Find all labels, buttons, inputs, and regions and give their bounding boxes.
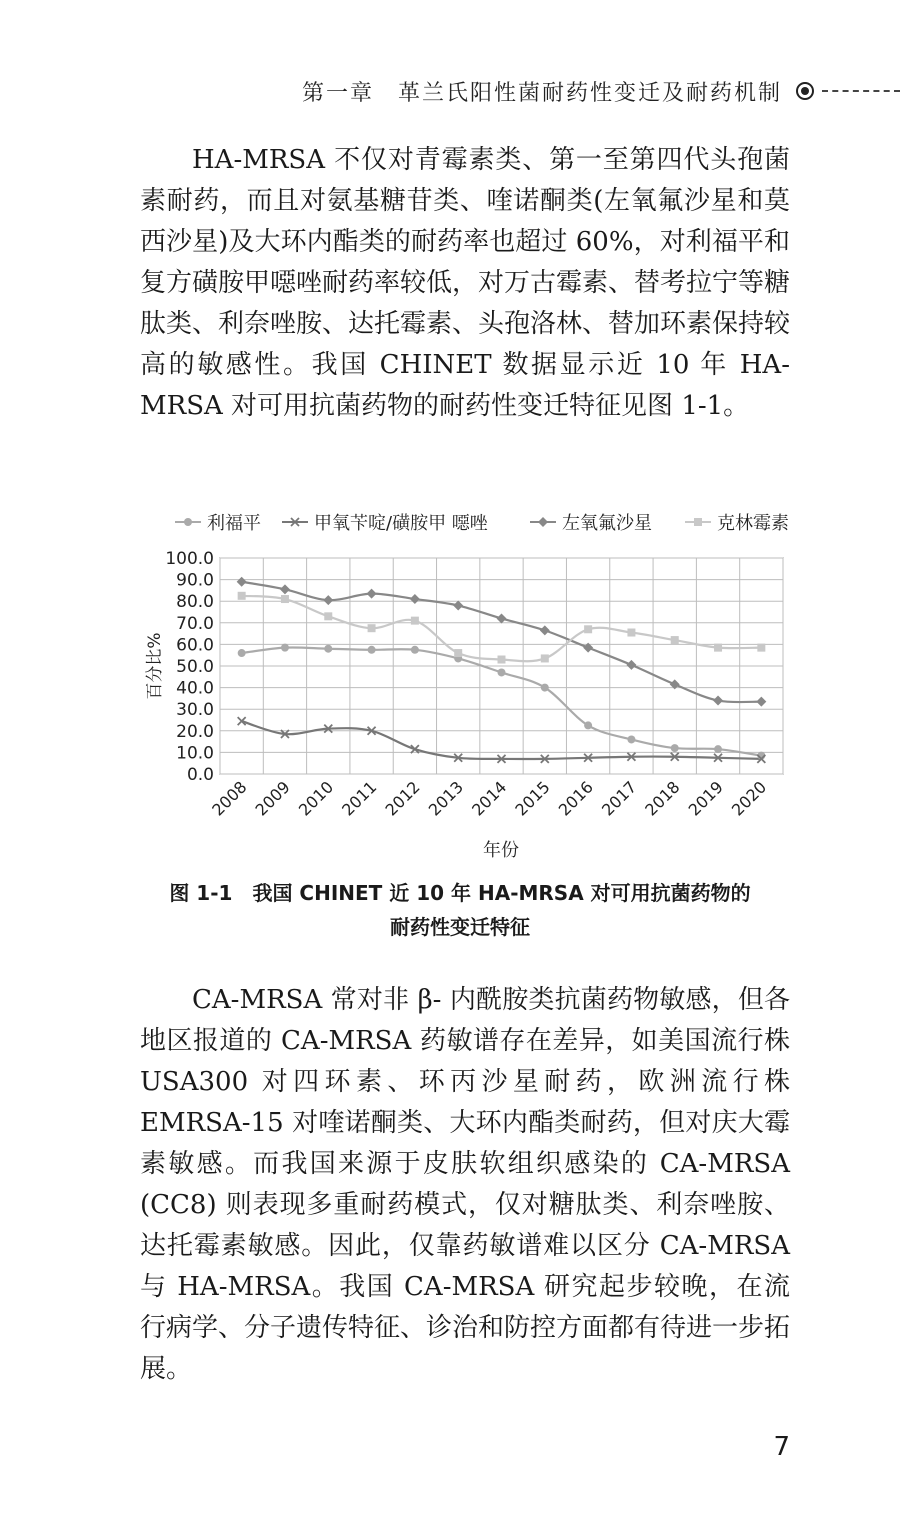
legend-label-3: 克林霉素 [717, 513, 789, 534]
y-axis-ticks [165, 549, 214, 785]
data-point-3-8 [584, 625, 592, 633]
paragraph-ha-mrsa: HA-MRSA 不仅对青霉素类、第一至第四代头孢菌素耐药，而且对氨基糖苷类、喹诺酮类(左氧氟沙星和莫西沙星)及大环内酯类的耐药率也超过 60%，对利福平和复方磺胺甲噁唑耐药率较低，对万古霉素、替考拉宁等糖肽类、利奈唑胺、达托霉素、头孢洛林、替加环素保持较高的敏感性。我国 CHINET 数据显示近 10 年 HA-MRSA 对可用抗菌药物的耐药性变迁特征见图 1-1。 [140, 145, 791, 421]
data-point-3-10 [671, 636, 679, 644]
series-line-0 [242, 647, 762, 755]
y-tick-label: 80.0 [176, 592, 214, 613]
data-point-2-2 [323, 595, 333, 605]
data-point-3-2 [324, 612, 332, 620]
data-point-0-1 [281, 644, 289, 652]
x-tick-label: 2015 [511, 777, 554, 820]
y-tick-label: 20.0 [176, 721, 214, 742]
x-tick-label: 2010 [294, 777, 338, 820]
y-tick-label: 90.0 [176, 570, 214, 591]
running-header [0, 72, 900, 122]
x-tick-label: 2016 [554, 777, 597, 820]
data-point-0-2 [324, 645, 332, 653]
caption-line-2: 耐药性变迁特征 [390, 915, 530, 939]
data-point-0-3 [368, 646, 376, 654]
data-point-2-5 [453, 601, 463, 611]
data-point-3-12 [757, 644, 765, 652]
data-point-2-4 [410, 594, 420, 604]
x-tick-label: 2011 [338, 777, 381, 820]
x-tick-label: 2017 [598, 777, 641, 820]
chart-svg [0, 500, 900, 880]
x-tick-label: 2020 [727, 777, 771, 820]
data-point-3-6 [498, 656, 506, 664]
data-point-2-1 [280, 584, 290, 594]
y-tick-label: 10.0 [176, 743, 214, 764]
resistance-line-chart [0, 500, 900, 880]
x-tick-label: 2009 [251, 777, 294, 820]
y-tick-label: 50.0 [176, 657, 214, 677]
data-point-0-11 [714, 745, 722, 753]
legend-marker-0 [184, 518, 192, 526]
data-point-0-8 [584, 721, 592, 729]
data-point-3-0 [238, 592, 246, 600]
data-point-2-6 [497, 613, 507, 623]
chart-grid [220, 558, 783, 774]
x-axis-ticks [208, 777, 770, 819]
data-point-2-3 [367, 589, 377, 599]
y-tick-label: 100.0 [165, 549, 214, 569]
y-tick-label: 60.0 [176, 635, 214, 656]
series-line-3 [242, 596, 762, 661]
y-tick-label: 40.0 [176, 678, 214, 699]
data-point-3-7 [541, 654, 549, 662]
x-tick-label: 2018 [641, 777, 684, 820]
x-tick-label: 2013 [424, 777, 468, 820]
legend-label-0: 利福平 [207, 513, 261, 534]
series-markers [237, 577, 767, 763]
x-tick-label: 2014 [468, 777, 511, 820]
legend-label-1: 甲氧苄啶/磺胺甲 噁唑 [314, 513, 488, 534]
y-tick-label: 70.0 [176, 613, 214, 634]
series-line-1 [242, 721, 762, 759]
data-point-2-0 [237, 577, 247, 587]
data-point-0-9 [627, 735, 635, 743]
legend-label-2: 左氧氟沙星 [562, 513, 652, 534]
x-tick-label: 2008 [208, 777, 251, 820]
data-point-0-10 [671, 744, 679, 752]
data-point-3-1 [281, 595, 289, 603]
x-axis-label: 年份 [483, 840, 519, 861]
data-point-2-9 [626, 660, 636, 670]
paragraph-ca-mrsa: CA-MRSA 常对非 β- 内酰胺类抗菌药物敏感，但各地区报道的 CA-MRSA 药敏谱存在差异，如美国流行株 USA300 对四环素、环丙沙星耐药，欧洲流行株 EMRSA-15 对喹诺酮类、大环内酯类耐药，但对庆大霉素敏感。而我国来源于皮肤软组织感染的 CA-MRSA (CC8) 则表现多重耐药模式，仅对糖肽类、利奈唑胺、达托霉素敏感。因此，仅靠药敏谱难以区分 CA-MRSA 与 HA-MRSA。我国 CA-MRSA 研究起步较晚，在流行病学、分子遗传特征、诊治和防控方面都有待进一步拓展。 [140, 985, 791, 1384]
data-point-0-7 [541, 684, 549, 692]
header-title: 第一章 革兰氏阳性菌耐药性变迁及耐药机制 [301, 81, 782, 106]
data-point-0-0 [238, 649, 246, 657]
page-number: 7 [773, 1432, 790, 1462]
legend-marker-3 [694, 518, 702, 526]
caption-line-1: 图 1-1 我国 CHINET 近 10 年 HA-MRSA 对可用抗菌药物的 [169, 881, 751, 905]
data-point-3-9 [627, 629, 635, 637]
data-point-3-4 [411, 617, 419, 625]
data-point-0-4 [411, 646, 419, 654]
y-axis-label: 百分比% [145, 632, 165, 700]
legend-marker-2 [538, 517, 548, 527]
data-point-3-5 [454, 649, 462, 657]
chart-legend [175, 513, 789, 534]
data-point-2-12 [756, 697, 766, 707]
data-point-2-7 [540, 625, 550, 635]
x-tick-label: 2012 [381, 777, 424, 820]
header-dotted-rule [822, 90, 900, 92]
x-tick-label: 2019 [684, 777, 727, 820]
data-point-2-11 [713, 696, 723, 706]
figure-caption [130, 876, 790, 944]
data-point-3-3 [368, 624, 376, 632]
data-point-3-11 [714, 644, 722, 652]
bullseye-icon [796, 82, 814, 100]
y-tick-label: 30.0 [176, 700, 214, 721]
y-tick-label: 0.0 [186, 765, 214, 785]
data-point-0-6 [498, 668, 506, 676]
